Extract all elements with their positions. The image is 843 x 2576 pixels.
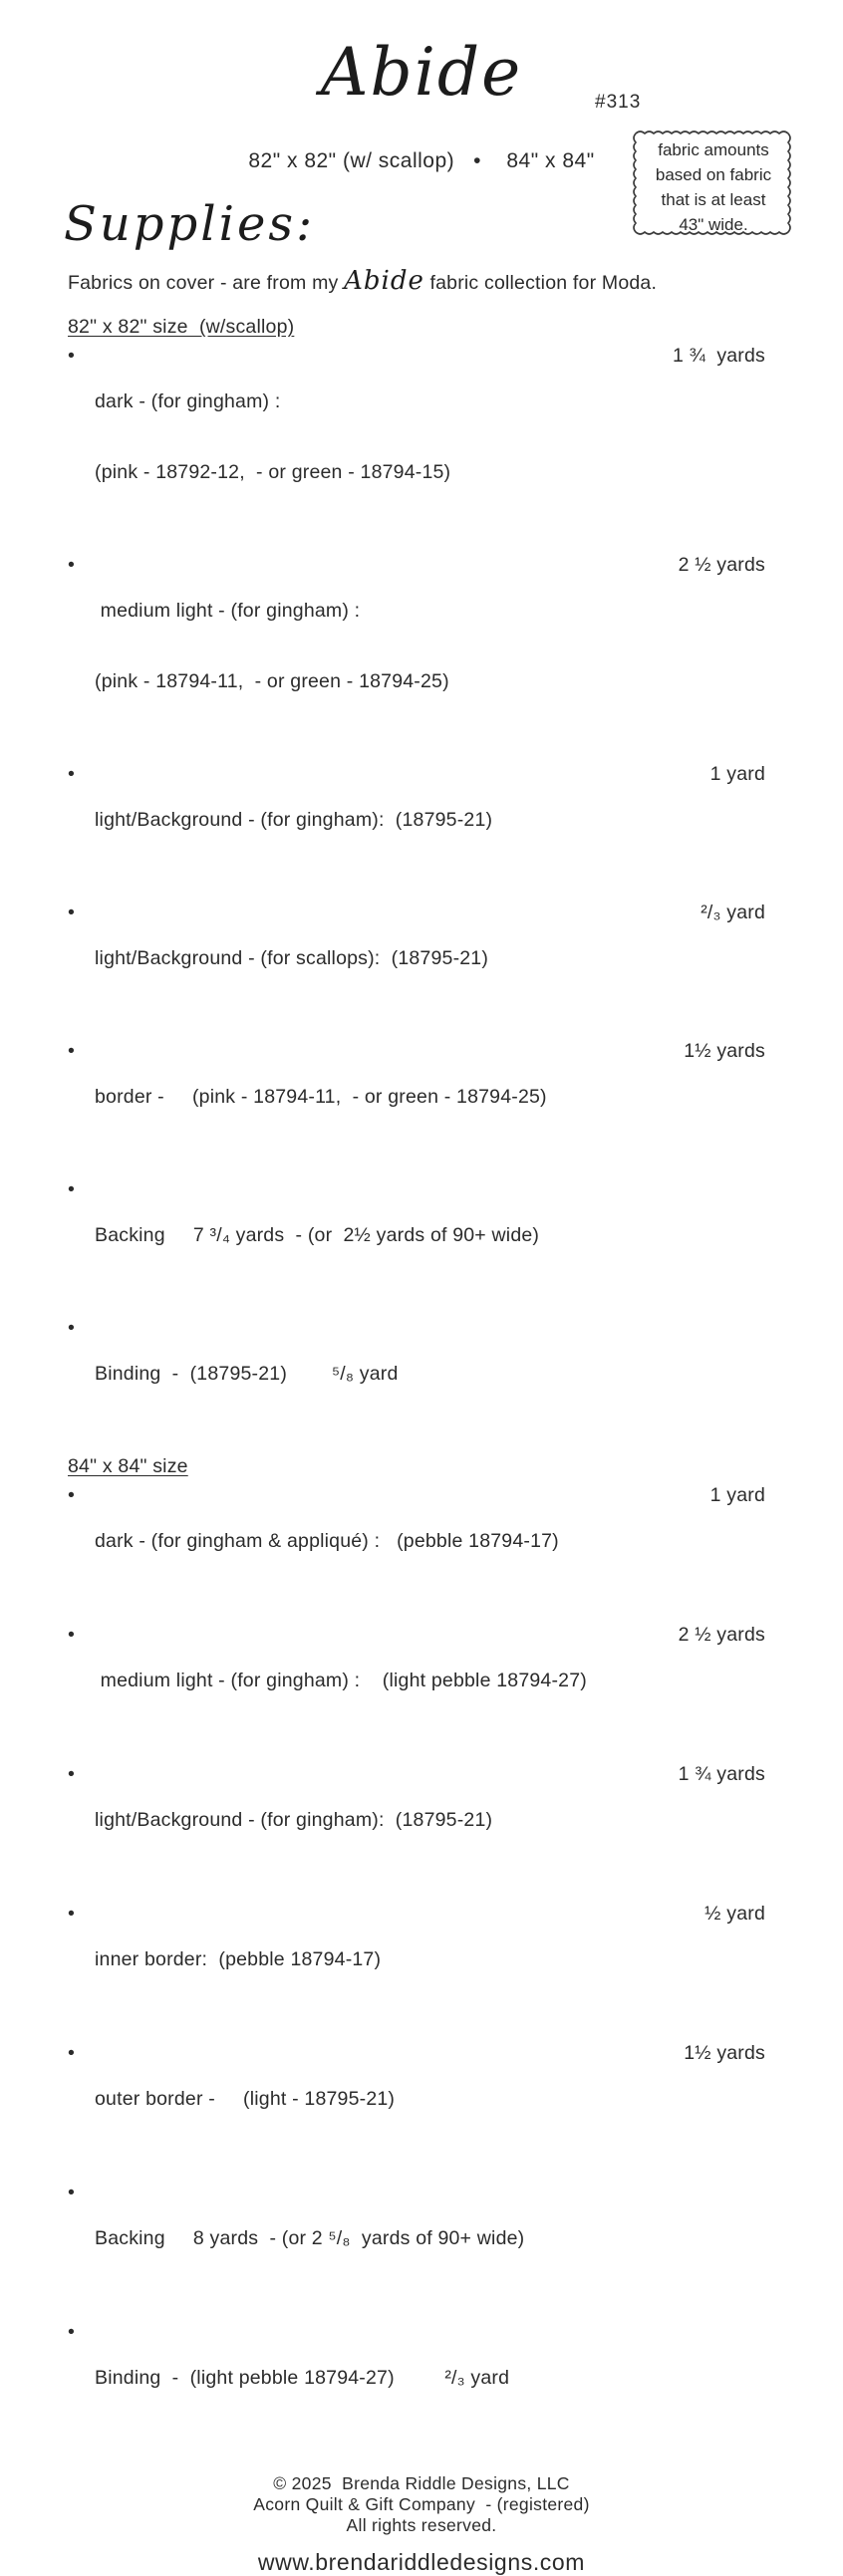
item-text: light/Background - (for gingham): (18795-21) <box>95 1809 493 1832</box>
quilt-sizes-subtitle: 82" x 82" (w/ scallop) • 84" x 84" <box>248 149 595 172</box>
supply-item-background-gingham <box>68 1763 765 1878</box>
fabric-note-line: that is at least <box>661 190 766 209</box>
item-text: inner border: (pebble 18794-17) <box>95 1948 382 1971</box>
item-text: medium light - (for gingham) : (light pebble 18794-27) <box>95 1670 587 1692</box>
bullet-icon: • <box>68 1317 76 1340</box>
item-text: light/Background - (for scallops): (18795-21) <box>95 947 489 970</box>
page-footer <box>0 2473 843 2576</box>
fabric-note-line: based on fabric <box>655 165 772 184</box>
rights-line: All rights reserved. <box>346 2515 497 2536</box>
section-heading: 84" x 84" size <box>68 1455 188 1478</box>
intro-suffix: fabric collection for Moda. <box>423 272 658 295</box>
section-82x82 <box>68 316 765 1431</box>
supply-item-medium-light <box>68 1624 765 1738</box>
intro-prefix: Fabrics on cover - are from my <box>68 272 345 295</box>
bullet-icon: • <box>68 1903 76 1926</box>
bullet-icon: • <box>68 1484 76 1507</box>
supply-item-medium-light <box>68 554 765 739</box>
bullet-icon: • <box>68 1763 76 1786</box>
section-heading: 82" x 82" size (w/scallop) <box>68 316 295 339</box>
item-text: Binding - (18795-21) ⁵/₈ yard <box>95 1363 399 1386</box>
bullet-icon: • <box>68 763 76 786</box>
brand-name: Abide <box>344 266 424 297</box>
yardage-value: 1½ yards <box>684 1040 765 1063</box>
pattern-number: #313 <box>595 92 642 113</box>
yardage-value: 2 ½ yards <box>678 554 765 577</box>
supply-item-border <box>68 1040 765 1155</box>
yardage-value: 1 yard <box>709 763 765 786</box>
item-detail: (pink - 18794-11, - or green - 18794-25) <box>95 670 449 693</box>
company-line: Acorn Quilt & Gift Company - (registered) <box>253 2494 590 2515</box>
bullet-icon: • <box>68 1040 76 1063</box>
supply-lists <box>68 316 765 2436</box>
item-text: dark - (for gingham) : <box>95 390 281 413</box>
section-84x84 <box>68 1455 765 2436</box>
bullet-icon: • <box>68 902 76 924</box>
item-text: outer border - (light - 18795-21) <box>95 2088 396 2111</box>
bullet-icon: • <box>68 1624 76 1647</box>
supply-item-dark <box>68 1484 765 1599</box>
yardage-value: 1 yard <box>709 1484 765 1507</box>
item-text: Backing 7 ³/₄ yards - (or 2½ yards of 90+ wide) <box>95 1224 540 1247</box>
supplies-heading: Supplies: <box>64 196 316 252</box>
fabric-note-box <box>631 126 796 245</box>
fabric-note-line: fabric amounts <box>658 140 769 159</box>
supply-item-dark <box>68 345 765 530</box>
supply-item-backing <box>68 1178 765 1293</box>
website-link[interactable]: www.brendariddledesigns.com <box>257 2549 586 2576</box>
item-text: border - (pink - 18794-11, - or green - 18794-25) <box>95 1086 547 1109</box>
item-text: Binding - (light pebble 18794-27) ²/₃ yard <box>95 2367 510 2390</box>
item-text: light/Background - (for gingham): (18795-21) <box>95 809 493 832</box>
yardage-value: 1½ yards <box>684 2042 765 2065</box>
fabric-collection-note <box>68 266 843 298</box>
yardage-value: ½ yard <box>704 1903 765 1926</box>
item-detail: (pink - 18792-12, - or green - 18794-15) <box>95 461 451 484</box>
supply-item-binding <box>68 2321 765 2436</box>
yardage-value: ²/₃ yard <box>701 902 765 924</box>
copyright-line: © 2025 Brenda Riddle Designs, LLC <box>273 2473 570 2494</box>
yardage-value: 1 ¾ yards <box>672 345 765 368</box>
supply-item-inner-border <box>68 1903 765 2017</box>
bullet-icon: • <box>68 554 76 577</box>
supply-item-backing <box>68 2182 765 2296</box>
bullet-icon: • <box>68 1178 76 1201</box>
supply-item-background-scallops <box>68 902 765 1016</box>
bullet-icon: • <box>68 345 76 368</box>
yardage-value: 2 ½ yards <box>678 1624 765 1647</box>
bullet-icon: • <box>68 2042 76 2065</box>
item-text: Backing 8 yards - (or 2 ⁵/₈ yards of 90+ wide) <box>95 2227 525 2250</box>
fabric-note-line: 43" wide. <box>679 215 748 234</box>
bullet-icon: • <box>68 2182 76 2204</box>
item-text: dark - (for gingham & appliqué) : (pebble 18794-17) <box>95 1530 559 1553</box>
bullet-icon: • <box>68 2321 76 2344</box>
yardage-value: 1 ¾ yards <box>678 1763 765 1786</box>
supply-item-outer-border <box>68 2042 765 2157</box>
item-text: medium light - (for gingham) : <box>95 600 361 623</box>
supply-item-background-gingham <box>68 763 765 878</box>
supply-item-binding <box>68 1317 765 1431</box>
page-title: Abide <box>320 34 523 111</box>
